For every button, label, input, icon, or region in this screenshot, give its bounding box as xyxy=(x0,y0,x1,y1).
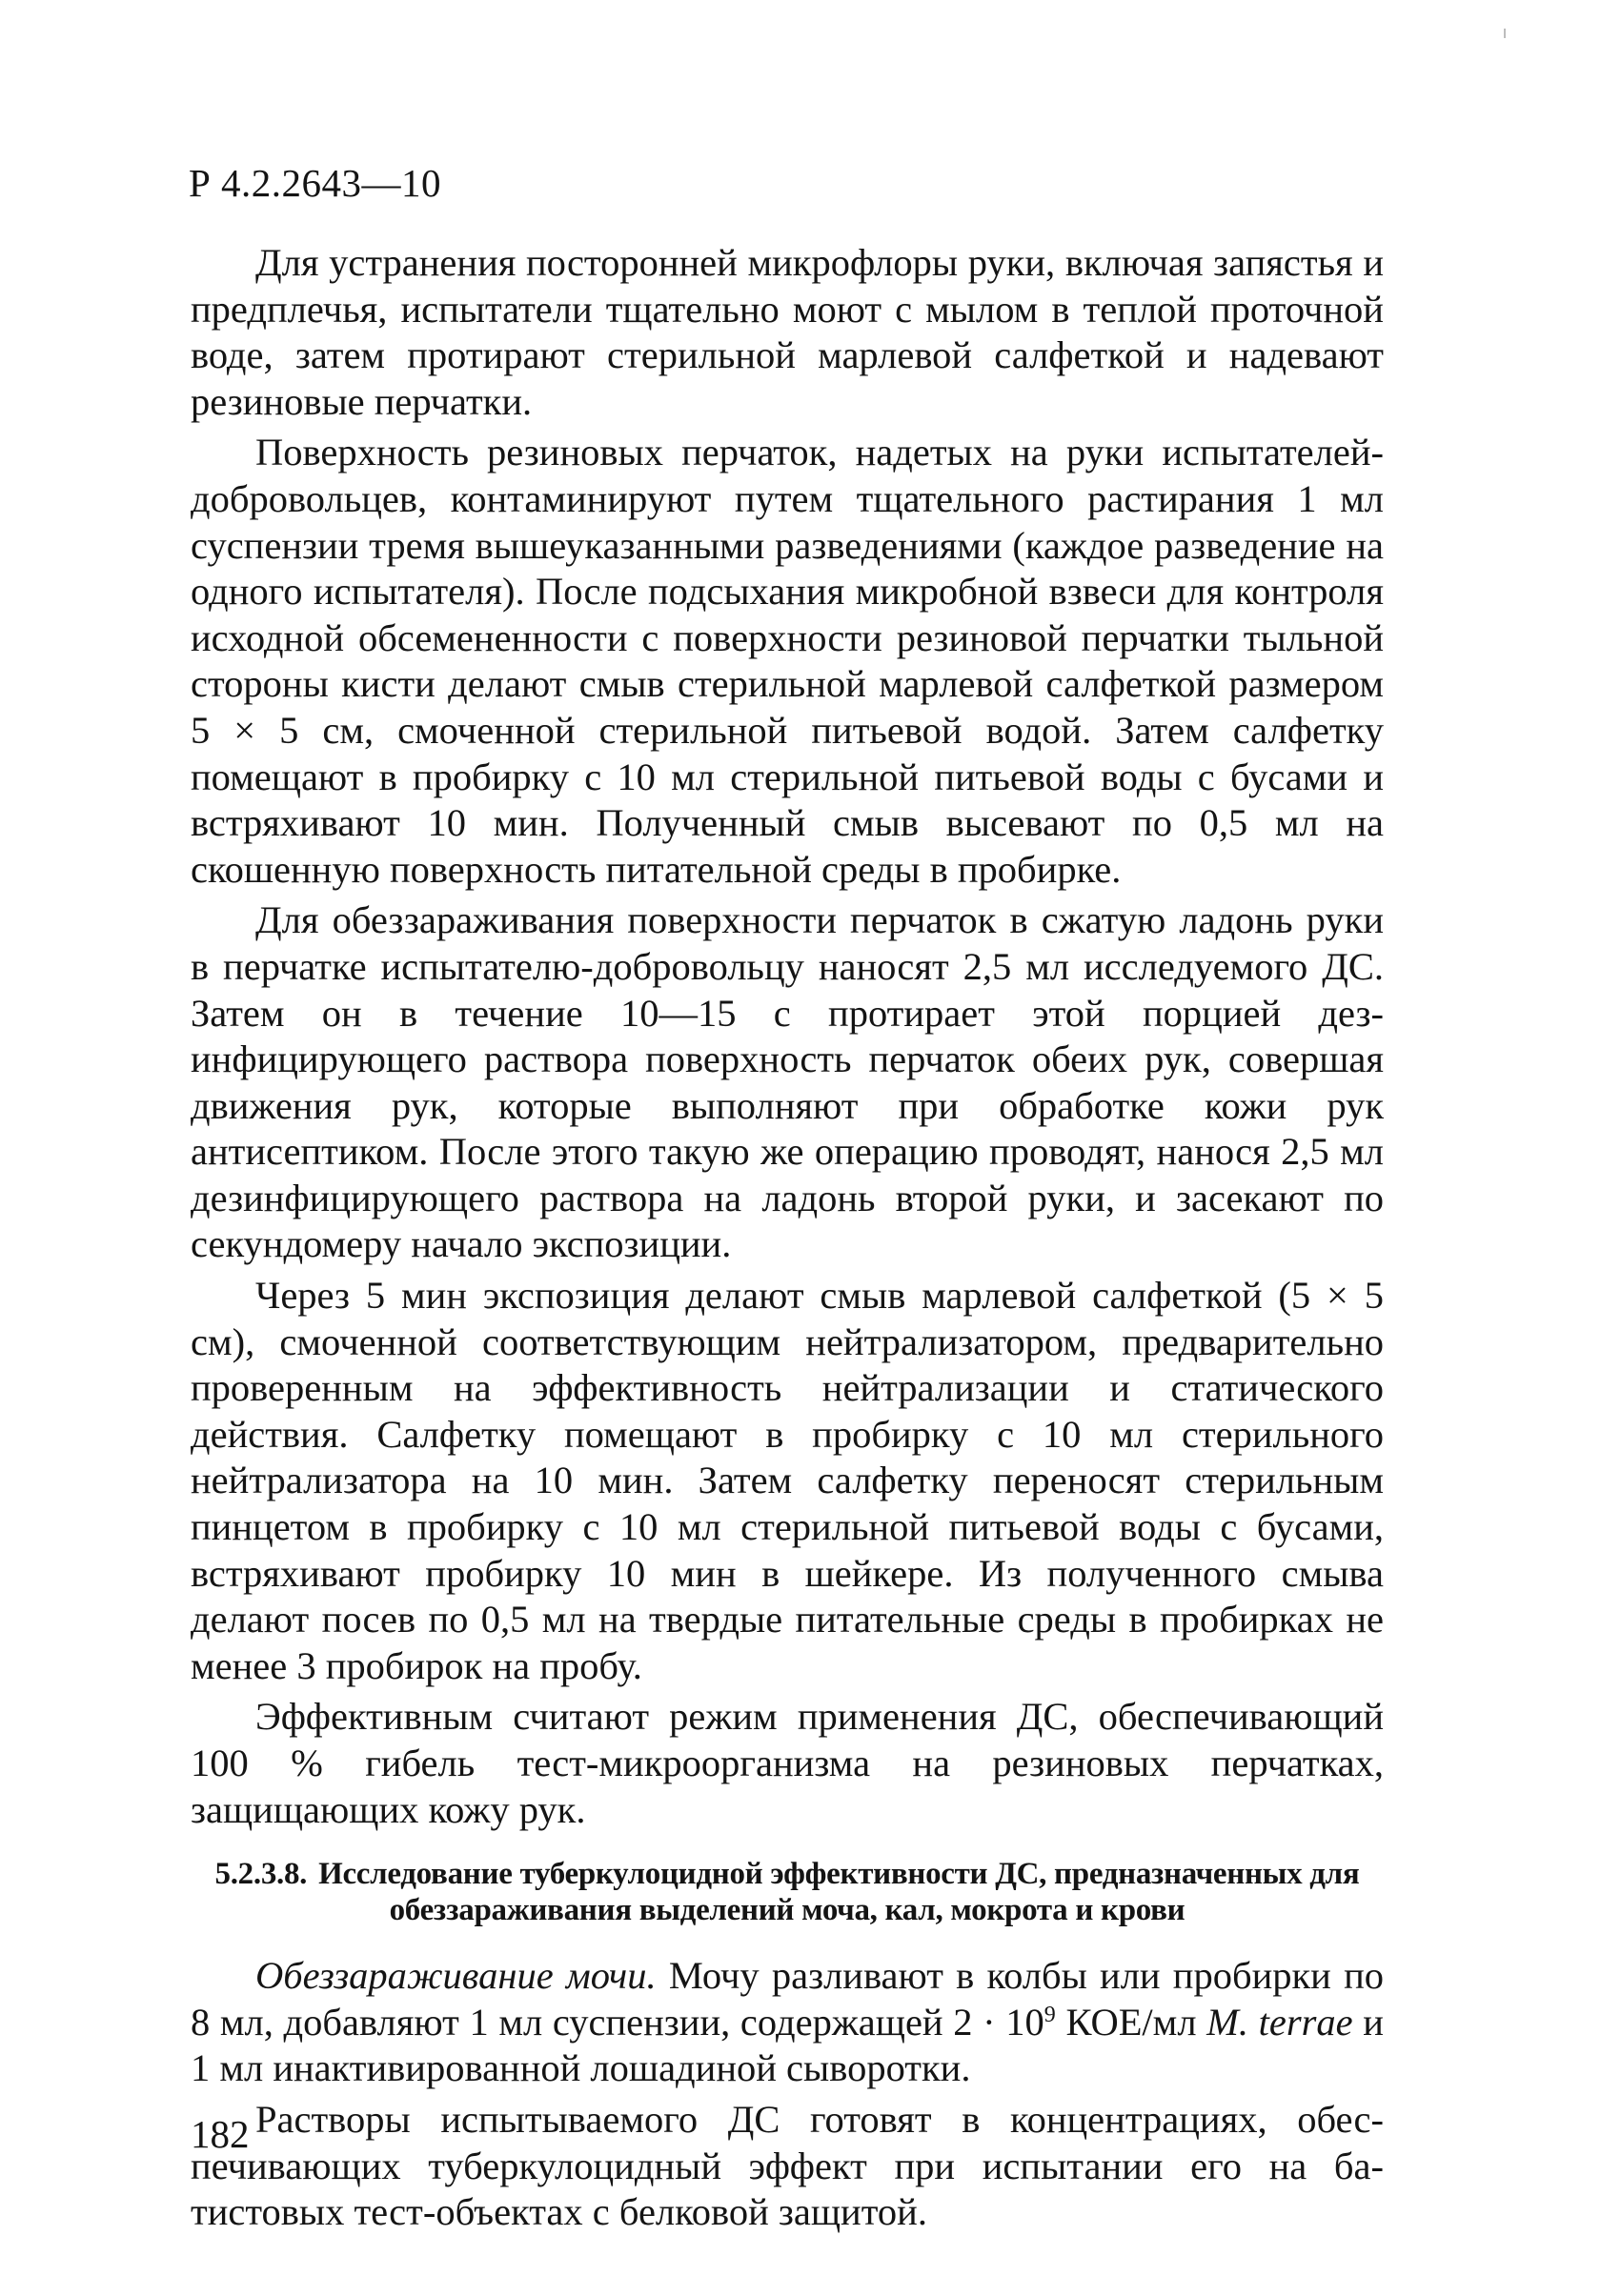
paragraph-solutions: Растворы испытываемого ДС готовят в концентрациях, обеспечивающих туберкулоцидный эффект при испытании его на батистовых тест-объектах с белковой защитой. xyxy=(191,2097,1384,2234)
paragraph-effective-mode: Эффективным считают режим применения ДС, обеспечивающий 100 % гибель тест-микроорганизма на резиновых перчатках, защищающих кожу рук. xyxy=(191,1695,1384,1831)
page-number: 182 xyxy=(191,2112,250,2156)
document-code: Р 4.2.2643—10 xyxy=(189,161,442,205)
urine-lead: Обеззараживание мочи. xyxy=(255,1954,657,1998)
urine-organism: M. terrae xyxy=(1206,2000,1353,2044)
urine-text-b: КОЕ/мл xyxy=(1055,2000,1207,2044)
paragraph-exposure-wash: Через 5 мин экспозиция делают смыв марлевой салфеткой (5 × 5 см), смоченной соответствующим нейтрализатором, предварительно проверенным на эффективность нейтрализации и статического действия. Салфетку помещают в пробирку с 10 мл стерильного нейтрализатора на 10 мин. Затем салфетку переносят стерильным пинцетом в пробирку с 10 мл стерильной питьевой воды с бусами, встряхивают пробирку 10 мин в шейкере. Из полученного смыва делают посев по 0,5 мл на твердые питательные среды в пробирках не менее 3 пробирок на пробу. xyxy=(191,1274,1384,1687)
section-title: Исследование туберкулоцидной эффективности ДС, предназначенных для обеззараживания выделений моча, кал, мокрота и крови xyxy=(318,1857,1360,1928)
paragraph-urine-disinfection xyxy=(191,1953,1384,2092)
paragraph-glove-disinfection: Для обеззараживания поверхности перчаток в сжатую ладонь руки в перчатке испытателю-добровольцу наносят 2,5 мл исследуемого ДС. Затем он в течение 10—15 с протирает этой порцией дезинфицирующего раствора поверхность перчаток обеих рук, совершая движения рук, которые выполняют при обработке кожи рук антисептиком. После этого такую же операцию проводят, нанося 2,5 мл дезинфицирующего раствора на ладонь второй руки, и засекают по секундомеру начало экспозиции. xyxy=(191,898,1384,1266)
paragraph-glove-contamination: Поверхность резиновых перчаток, надетых на руки испытателей-добровольцев, контаминируют путем тщательного растирания 1 мл суспензии тремя вышеуказанными разведениями (каждое разведение на одного испытателя). После подсыхания микробной взвеси для контроля исходной обсемененности с поверхности резиновой перчатки тыльной стороны кисти делают смыв стерильной марлевой салфеткой размером 5 × 5 см, смоченной стерильной питьевой водой. Затем салфетку помещают в пробирку с 10 мл стерильной питьевой воды с бусами и встряхивают 10 мин. Полученный смыв высевают по 0,5 мл на скошенную поверхность питательной среды в пробирке. xyxy=(191,431,1384,891)
document-body xyxy=(191,240,1384,2236)
urine-exponent: 9 xyxy=(1044,2002,1056,2027)
paragraph-hand-washing: Для устранения посторонней микрофлоры руки, включая запястья и предплечья, испытатели тщательно моют с мылом в теплой проточной воде, затем протирают стерильной марлевой салфеткой и надевают резиновые перчатки. xyxy=(191,241,1384,423)
scan-mark xyxy=(1504,29,1506,38)
section-heading xyxy=(191,1856,1384,1928)
section-number: 5.2.3.8. xyxy=(214,1857,308,1892)
urine-text-a: Мочу разливают в колбы или пробирки по 8 мл, добавляют 1 мл суспензии, содержащей 2 · 10 xyxy=(191,1954,1384,2044)
urine-text-c: и 1 мл инактивированной лошадиной сыворотки. xyxy=(191,2000,1384,2090)
